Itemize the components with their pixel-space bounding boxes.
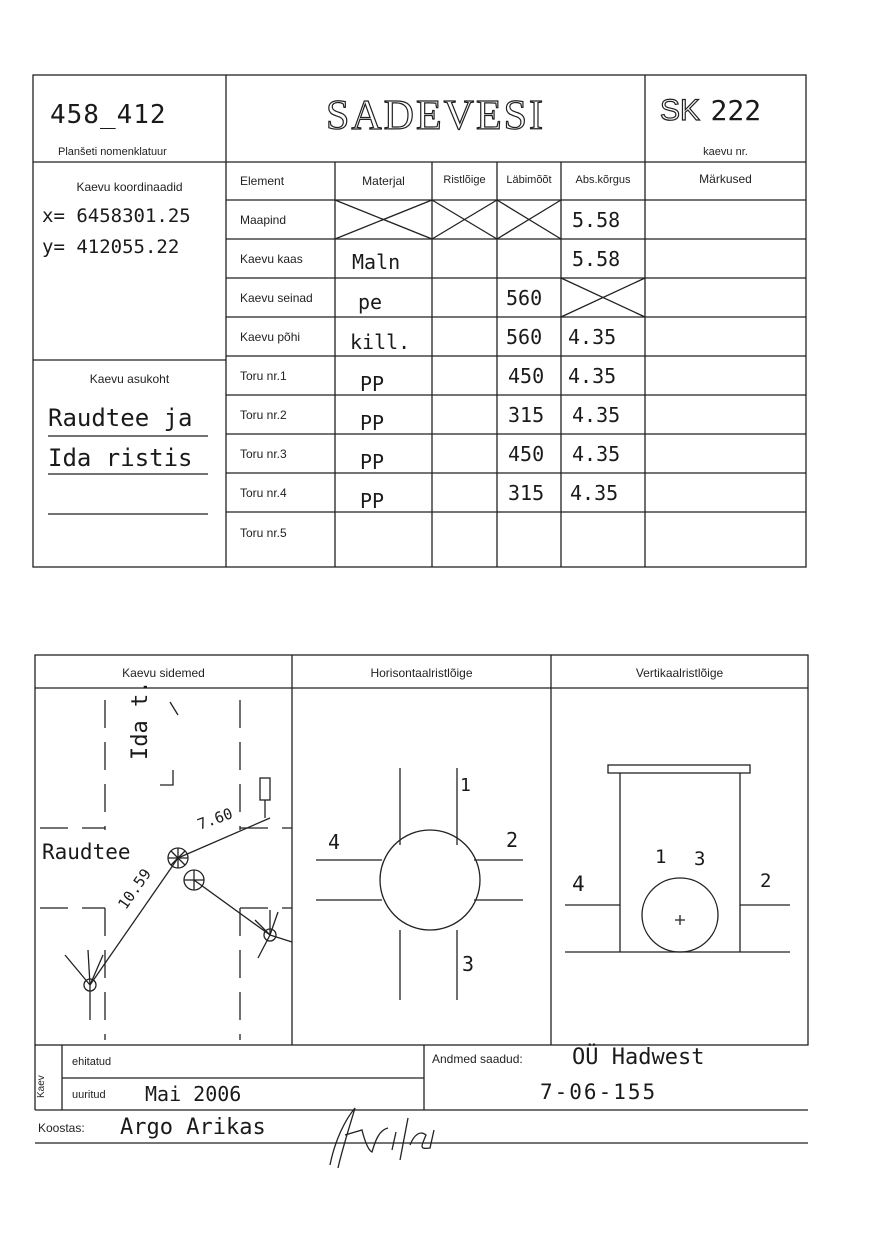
h-pipe-label-1: 1 (460, 775, 471, 796)
well-number (660, 94, 761, 128)
row-material: PP (360, 372, 385, 396)
row-height: 4.35 (572, 442, 621, 466)
author-label: Koostas: (38, 1121, 85, 1135)
row-diameter: 315 (508, 403, 545, 427)
distance-label-2: 10.59 (114, 865, 155, 913)
location-line1: Raudtee ja (48, 404, 193, 432)
row-height: 4.35 (570, 481, 619, 505)
row-element: Kaevu seinad (240, 291, 313, 305)
distance-label-1: 7.60 (195, 804, 236, 834)
well-number-value: 222 (710, 94, 762, 127)
location-line2: Ida ristis (48, 444, 193, 472)
v-pipe-label-4: 4 (572, 872, 585, 896)
col-header-material: Materjal (362, 174, 405, 188)
h-pipe-label-2: 2 (506, 828, 519, 852)
col-header-diameter: Läbimõõt (506, 174, 552, 186)
data-source-value-2: 7-06-155 (540, 1080, 658, 1104)
v-pipe-label-2: 2 (760, 870, 772, 892)
row-material: PP (360, 450, 385, 474)
row-material: pe (358, 290, 383, 314)
well-number-prefix: SK (660, 94, 701, 127)
row-element: Toru nr.4 (240, 486, 287, 500)
coordinate-y: y= 412055.22 (42, 236, 180, 258)
data-source-value-1: OÜ Hadwest (572, 1045, 705, 1070)
row-height: 4.35 (572, 403, 621, 427)
row-height: 4.35 (568, 364, 617, 388)
h-pipe-label-4: 4 (328, 830, 341, 854)
h-pipe-label-3: 3 (462, 952, 475, 976)
sheet-title: SADEVESI (325, 93, 545, 139)
nomenclature-label: Planšeti nomenklatuur (58, 146, 167, 158)
v-pipe-label-3: 3 (694, 848, 706, 870)
data-source-label: Andmed saadud: (432, 1052, 523, 1066)
sketch-header-horizontal: Horisontaalristlõige (370, 666, 473, 680)
row-diameter: 560 (506, 286, 543, 310)
street-ida-label: Ida t. (128, 680, 153, 760)
sketch-header-vertical: Vertikaalristlõige (635, 666, 724, 680)
coordinate-x: x= 6458301.25 (42, 205, 191, 227)
col-header-abs-height: Abs.kõrgus (575, 174, 631, 186)
row-material: kill. (350, 330, 411, 354)
row-height: 5.58 (572, 247, 621, 271)
row-element: Maapind (240, 213, 287, 227)
row-material: Maln (352, 250, 401, 274)
location-label: Kaevu asukoht (89, 372, 170, 386)
v-pipe-label-1: 1 (655, 846, 667, 868)
sketch-header-connections: Kaevu sidemed (122, 666, 205, 680)
row-diameter: 450 (508, 364, 545, 388)
row-element: Kaevu põhi (240, 330, 301, 344)
well-number-label: kaevu nr. (703, 146, 748, 158)
row-diameter: 315 (508, 481, 545, 505)
row-height: 4.35 (568, 325, 617, 349)
row-diameter: 560 (506, 325, 543, 349)
col-header-remarks: Märkused (699, 172, 752, 186)
author-value: Argo Arikas (120, 1115, 266, 1140)
row-diameter: 450 (508, 442, 545, 466)
surveyed-value: Mai 2006 (145, 1082, 242, 1106)
surveyed-label: uuritud (72, 1089, 106, 1101)
coordinates-label: Kaevu koordinaadid (76, 180, 183, 194)
street-raudtee-label: Raudtee (42, 840, 131, 864)
footer-side-label: Kaev (36, 1075, 47, 1098)
row-material: PP (360, 411, 385, 435)
built-label: ehitatud (72, 1056, 112, 1068)
row-material: PP (360, 489, 385, 513)
signature (320, 1105, 440, 1170)
col-header-cross-section: Ristlõige (443, 174, 486, 186)
row-element: Toru nr.3 (240, 447, 287, 461)
row-height: 5.58 (572, 208, 621, 232)
col-header-element: Element (240, 174, 285, 188)
row-element: Toru nr.2 (240, 408, 287, 422)
row-element: Kaevu kaas (240, 252, 303, 266)
row-element: Toru nr.5 (240, 526, 287, 540)
nomenclature-value: 458_412 (50, 100, 167, 130)
row-element: Toru nr.1 (240, 369, 287, 383)
